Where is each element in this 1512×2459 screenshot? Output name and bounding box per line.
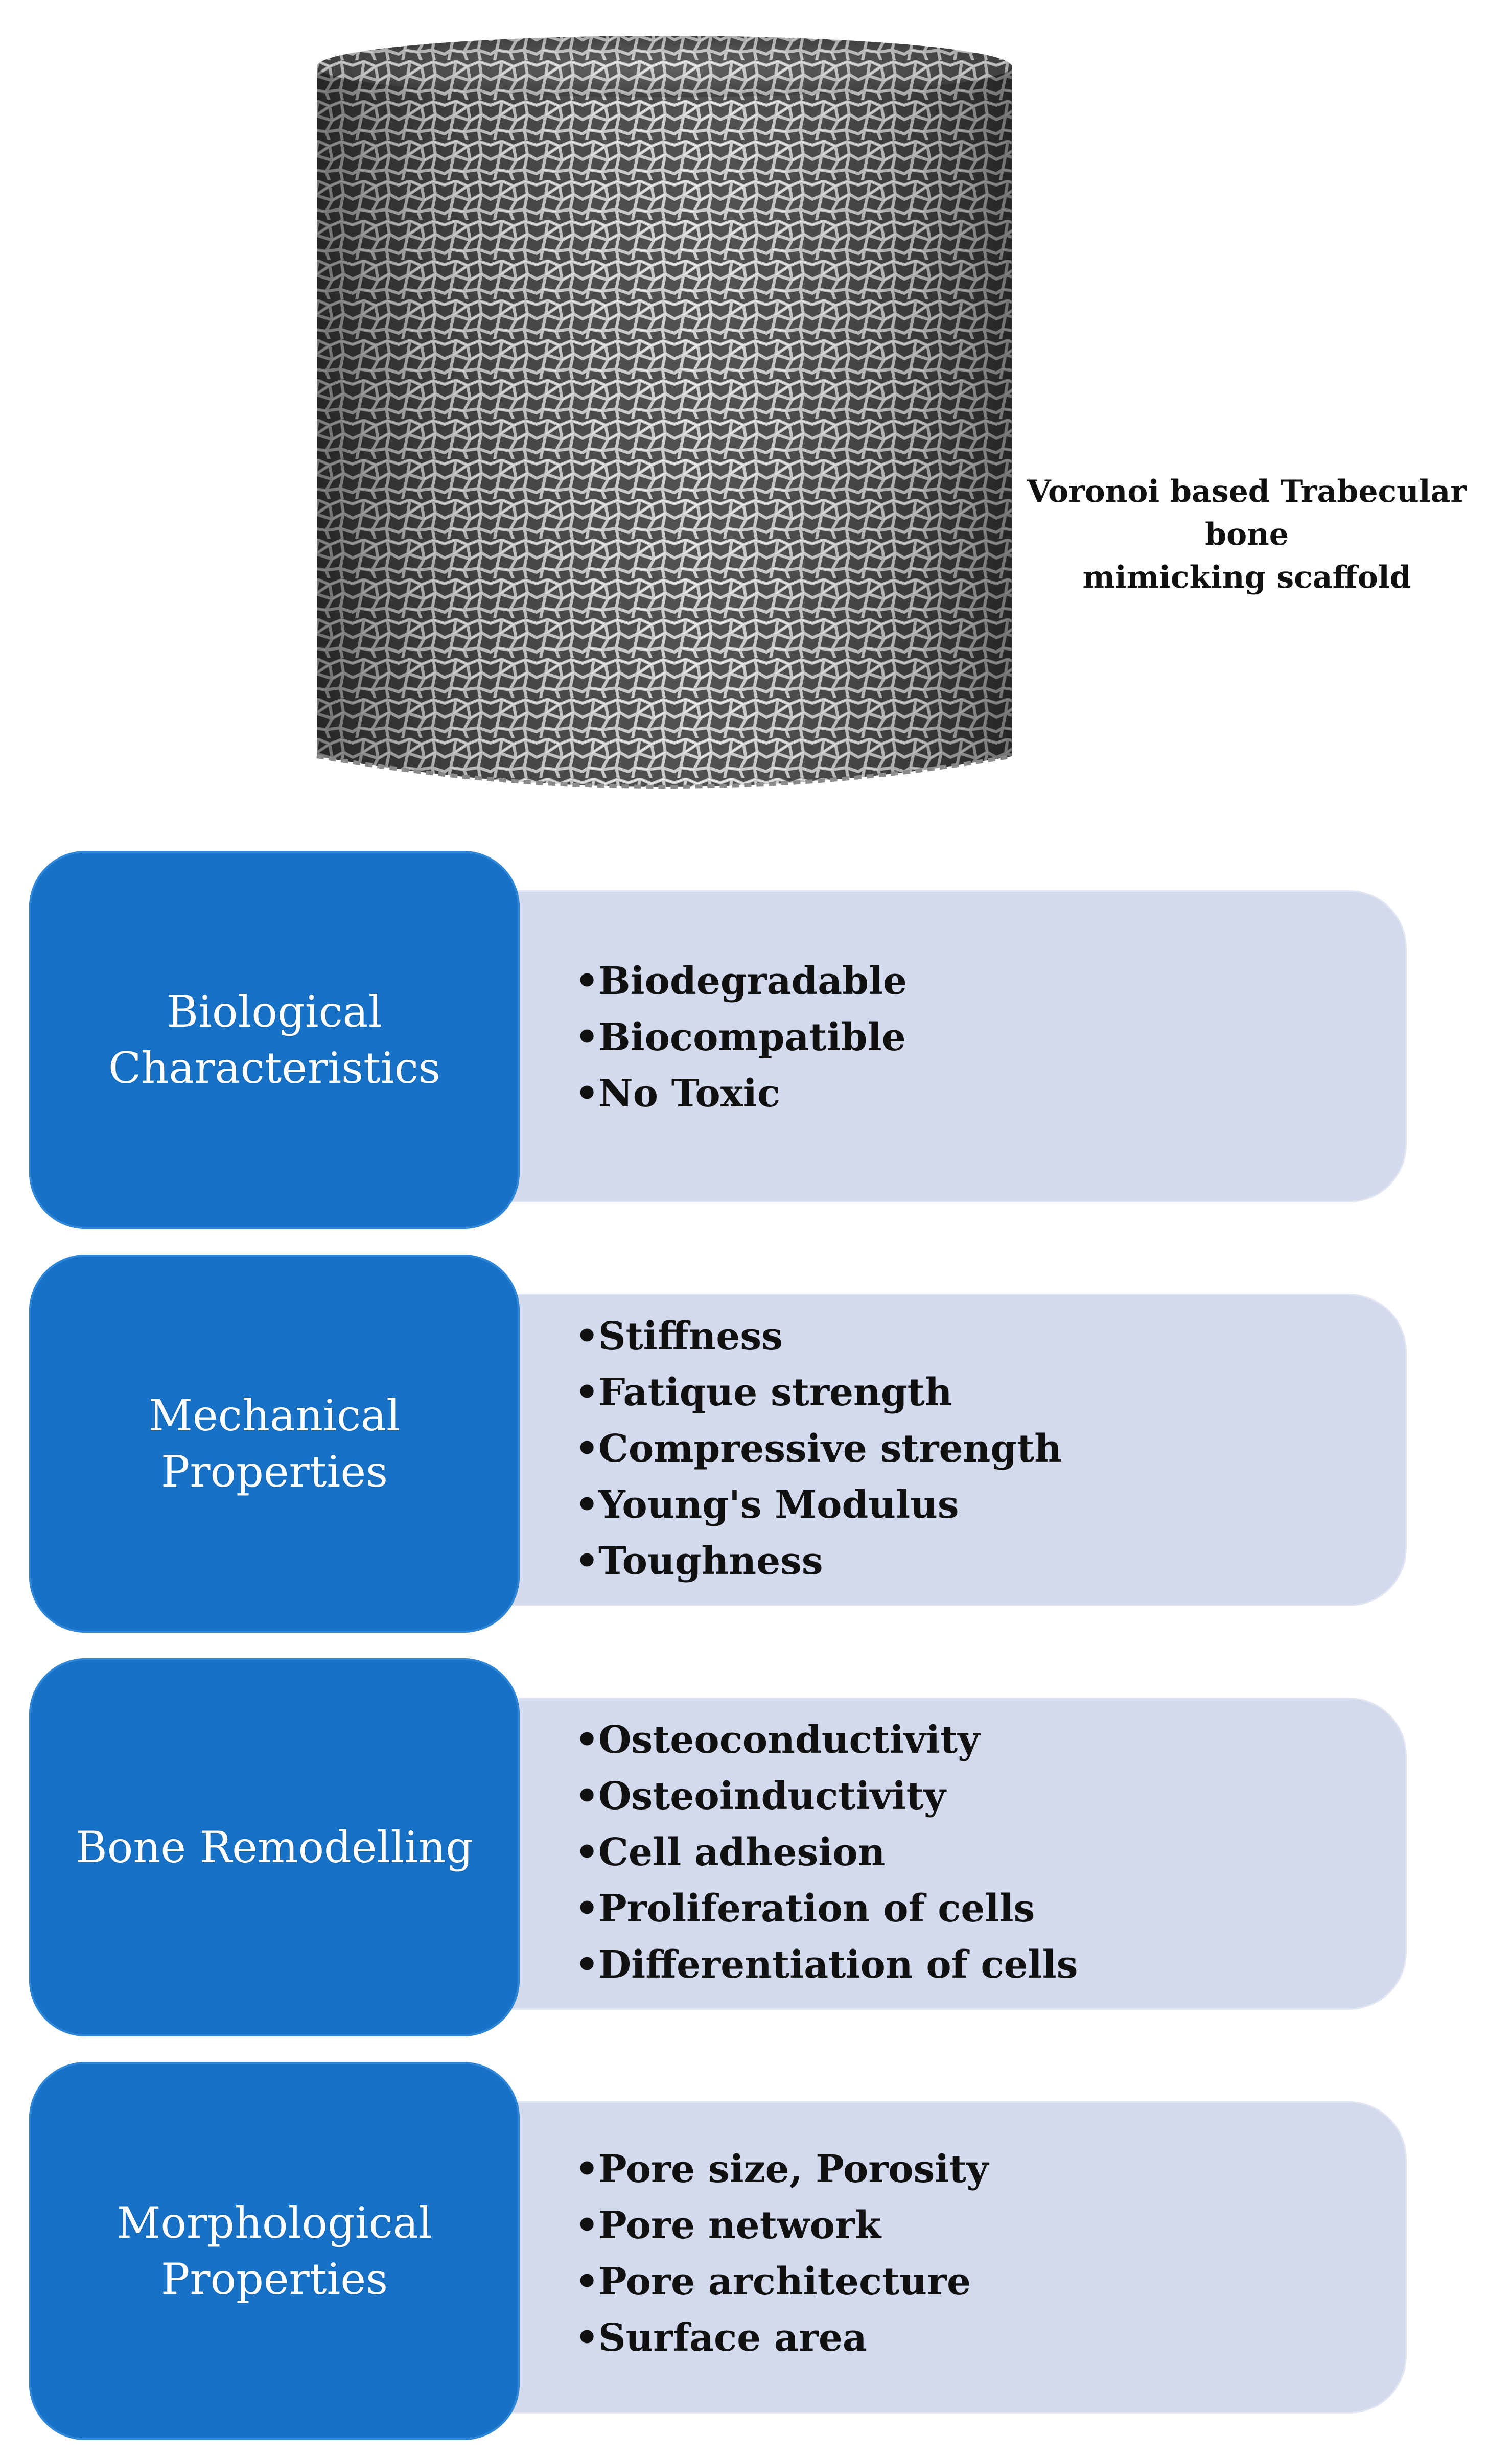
bone-remodelling-header [29, 1658, 520, 2036]
biological-title-line-1: Biological [167, 987, 382, 1037]
mechanical-list [575, 1308, 1062, 1589]
scaffold-caption [1002, 470, 1492, 599]
section-mechanical [0, 1255, 1512, 1638]
list-item: • No Toxic [575, 1065, 907, 1122]
list-item: • Pore size, Porosity [575, 2141, 989, 2197]
biological-header [29, 851, 520, 1229]
section-biological [0, 851, 1512, 1234]
section-morphological [0, 2062, 1512, 2445]
morphological-list [575, 2141, 989, 2366]
bone-remodelling-list [575, 1712, 1078, 1993]
biological-list [575, 953, 907, 1122]
list-item: • Fatique strength [575, 1364, 1062, 1421]
list-item: • Osteoinductivity [575, 1768, 1078, 1824]
list-item: • Toughness [575, 1533, 1062, 1589]
list-item: • Pore network [575, 2197, 989, 2254]
list-item: • Compressive strength [575, 1421, 1062, 1477]
morphological-title-line-1: Morphological [117, 2198, 432, 2248]
list-item: • Pore architecture [575, 2254, 989, 2310]
mechanical-title-line-1: Mechanical [149, 1390, 400, 1441]
list-item: • Osteoconductivity [575, 1712, 1078, 1768]
biological-title-line-2: Characteristics [108, 1043, 441, 1093]
scaffold-caption-line-1: Voronoi based Trabecular bone [1027, 474, 1467, 552]
list-item: • Cell adhesion [575, 1824, 1078, 1881]
section-bone-remodelling [0, 1658, 1512, 2042]
mechanical-title-line-2: Properties [160, 1447, 388, 1497]
list-item: • Proliferation of cells [575, 1881, 1078, 1937]
list-item: • Stiffness [575, 1308, 1062, 1364]
list-item: • Surface area [575, 2310, 989, 2366]
mechanical-header [29, 1255, 520, 1633]
bone-remodelling-title: Bone Remodelling [76, 1822, 473, 1872]
list-item: • Young's Modulus [575, 1477, 1062, 1533]
morphological-header [29, 2062, 520, 2440]
morphological-title-line-2: Properties [160, 2254, 388, 2304]
scaffold-caption-line-2: mimicking scaffold [1082, 560, 1411, 595]
list-item: • Biocompatible [575, 1009, 907, 1065]
list-item: • Biodegradable [575, 953, 907, 1009]
list-item: • Differentiation of cells [575, 1937, 1078, 1993]
voronoi-scaffold-image [307, 20, 1022, 818]
